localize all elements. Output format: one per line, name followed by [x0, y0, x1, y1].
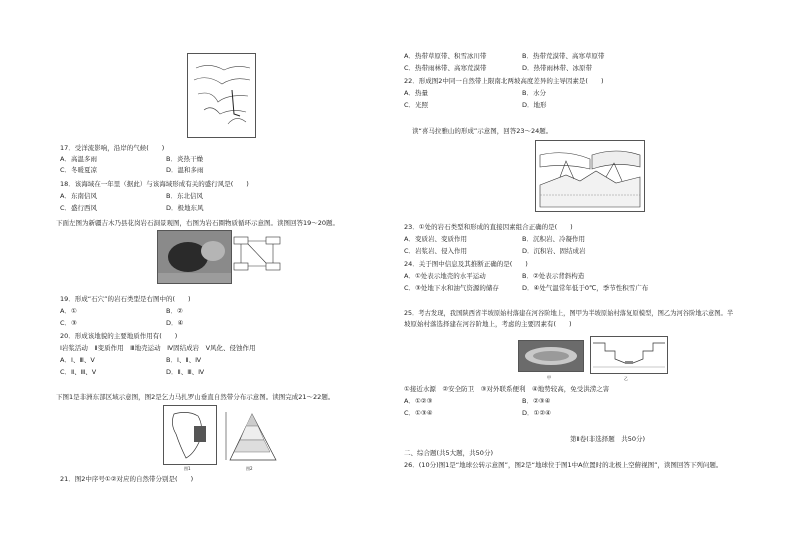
q21-option-c[interactable]: C．热带雨林带、高寒荒漠带 — [404, 64, 487, 72]
q24-option-a[interactable]: A．①处表示地壳的水平运动 — [404, 272, 486, 280]
q25-items: ①接近水源 ②安全防卫 ③对外联系便利 ④地势较高，免受洪涝之害 — [404, 385, 610, 393]
rock-cycle-diagram — [232, 233, 284, 280]
q25-intro-line2: 坡原始村落选择建在河谷阶地上，考虑的主要因素有( ) — [404, 320, 572, 328]
rock-cave-photo — [157, 230, 232, 284]
fig2-label: 图2 — [246, 466, 253, 471]
q20-option-a[interactable]: A．Ⅰ、Ⅲ、Ⅴ — [60, 356, 95, 364]
fig-yi-label: 乙 — [624, 376, 628, 381]
village-model — [519, 341, 583, 371]
q24-stem: 24．关于图中信息及其推断正确的是( ) — [404, 260, 528, 268]
q26-stem: 26．(10分)图1是“地球公转示意图”，图2是“地球位于图1中A位置时的北极上空俯视图”，读图回答下列问题。 — [404, 461, 723, 469]
himalaya-formation-diagram — [535, 140, 645, 212]
part2-intro: 二、综合题(共5大题，共50分) — [404, 449, 493, 457]
ocean-current-map — [187, 53, 256, 138]
q17-option-d[interactable]: D．温和多雨 — [166, 166, 204, 174]
q22-option-d[interactable]: D．地形 — [522, 101, 547, 109]
q17-option-a[interactable]: A．高温多雨 — [60, 155, 97, 163]
valley-terrace-diagram — [590, 336, 668, 374]
q24-option-d[interactable]: D．④处气温常年低于0℃，季节性积雪广布 — [522, 284, 649, 292]
part2-title: 第Ⅱ卷(非选择题 共50分) — [570, 435, 646, 443]
terrace-profile — [591, 337, 667, 373]
kilimanjaro-zones-diagram — [220, 410, 280, 465]
q19-option-a[interactable]: A．① — [60, 307, 77, 315]
contour-lines — [188, 54, 255, 137]
q19-option-c[interactable]: C．③ — [60, 319, 77, 327]
q17-stem: 17．受洋流影响，沿岸的气候( ) — [60, 144, 165, 152]
q22-option-a[interactable]: A．热量 — [404, 89, 428, 97]
intro-23-24: 读“喜马拉雅山的形成”示意图，回答23～24题。 — [412, 127, 553, 135]
q23-stem: 23．①处的岩石类型和形成的直接因素组合正确的是( ) — [404, 223, 573, 231]
q18-option-b[interactable]: B．东北信风 — [166, 192, 203, 200]
q21-option-a[interactable]: A．热带草原带、积雪冰川带 — [404, 52, 487, 60]
q19-option-b[interactable]: B．② — [166, 307, 183, 315]
q17-option-c[interactable]: C．冬暖夏凉 — [60, 166, 98, 174]
q17-option-b[interactable]: B．炎热干燥 — [166, 155, 203, 163]
intro-21-22: 下图1是非洲东部区域示意图，图2是乞力马扎罗山垂直自然带分布示意图。读图完成21～22题。 — [56, 393, 335, 401]
east-africa-map — [163, 405, 217, 465]
q20-option-d[interactable]: D．Ⅱ、Ⅲ、Ⅳ — [166, 368, 205, 376]
q23-option-c[interactable]: C．岩浆岩、侵入作用 — [404, 247, 468, 255]
q18-option-d[interactable]: D．极地东风 — [166, 204, 204, 212]
q22-option-c[interactable]: C．光照 — [404, 101, 429, 109]
intro-19-20: 下面左图为新疆吉木乃县花岗岩石洞景观图，右图为岩石圈物质循环示意图。读图回答19～20题。 — [56, 219, 340, 227]
q22-stem: 22．形成图2中同一自然带上限南北两坡高度差异的主导因素是( ) — [404, 77, 604, 85]
plate-collision-sketch — [536, 141, 644, 211]
fig1-label: 图1 — [184, 466, 191, 471]
q25-option-d[interactable]: D．①②④ — [522, 409, 551, 417]
q25-option-b[interactable]: B．②③④ — [522, 397, 551, 405]
q23-option-b[interactable]: B．沉积岩、冷凝作用 — [522, 235, 585, 243]
banpo-village-model-photo — [518, 340, 584, 372]
q22-option-b[interactable]: B．水分 — [522, 89, 546, 97]
q24-option-b[interactable]: B．②处表示背斜构造 — [522, 272, 585, 280]
q20-option-b[interactable]: B．Ⅰ、Ⅱ、Ⅳ — [166, 356, 202, 364]
africa-outline — [164, 406, 216, 464]
cave-shape — [158, 231, 231, 283]
q20-stem: 20．形成该地貌的主要地质作用有( ) — [60, 332, 178, 340]
q18-stem: 18．该海域在一年里（据此）与该海域形成有关的盛行风是( ) — [60, 180, 249, 188]
q20-items: Ⅰ岩浆活动 Ⅱ变质作用 Ⅲ地壳运动 Ⅳ固结成岩 Ⅴ风化、侵蚀作用 — [60, 344, 256, 352]
q19-stem: 19．形成“石穴”的岩石类型是右图中的( ) — [60, 295, 191, 303]
q25-intro-line1: 25．考古发现，我国陕西省半坡原始村落建在河谷阶地上，图甲为半坡原始村落复原模型，图乙为河谷阶地示意图。半 — [404, 310, 734, 317]
fig-jia-label: 甲 — [547, 375, 551, 380]
q21-stem: 21．图2中序号①②对应的自然带分别是( ) — [60, 475, 194, 483]
q25-option-a[interactable]: A．①②③ — [404, 397, 433, 405]
q23-option-a[interactable]: A．变质岩、变质作用 — [404, 235, 467, 243]
q18-option-c[interactable]: C．盛行西风 — [60, 204, 98, 212]
cycle-arrows — [232, 233, 284, 280]
q19-option-d[interactable]: D．④ — [166, 319, 184, 327]
q25-option-c[interactable]: C．①③④ — [404, 409, 433, 417]
q21-option-d[interactable]: D．热带雨林带、冰原带 — [522, 64, 593, 72]
mountain-profile — [220, 410, 280, 465]
q18-option-a[interactable]: A．东南信风 — [60, 192, 97, 200]
q24-option-c[interactable]: C．③处地下水和油气资源的储存 — [404, 284, 499, 292]
q20-option-c[interactable]: C．Ⅱ、Ⅲ、Ⅴ — [60, 368, 97, 376]
q21-option-b[interactable]: B．热带荒漠带、高寒草原带 — [522, 52, 605, 60]
q23-option-d[interactable]: D．沉积岩、固结成岩 — [522, 247, 586, 255]
